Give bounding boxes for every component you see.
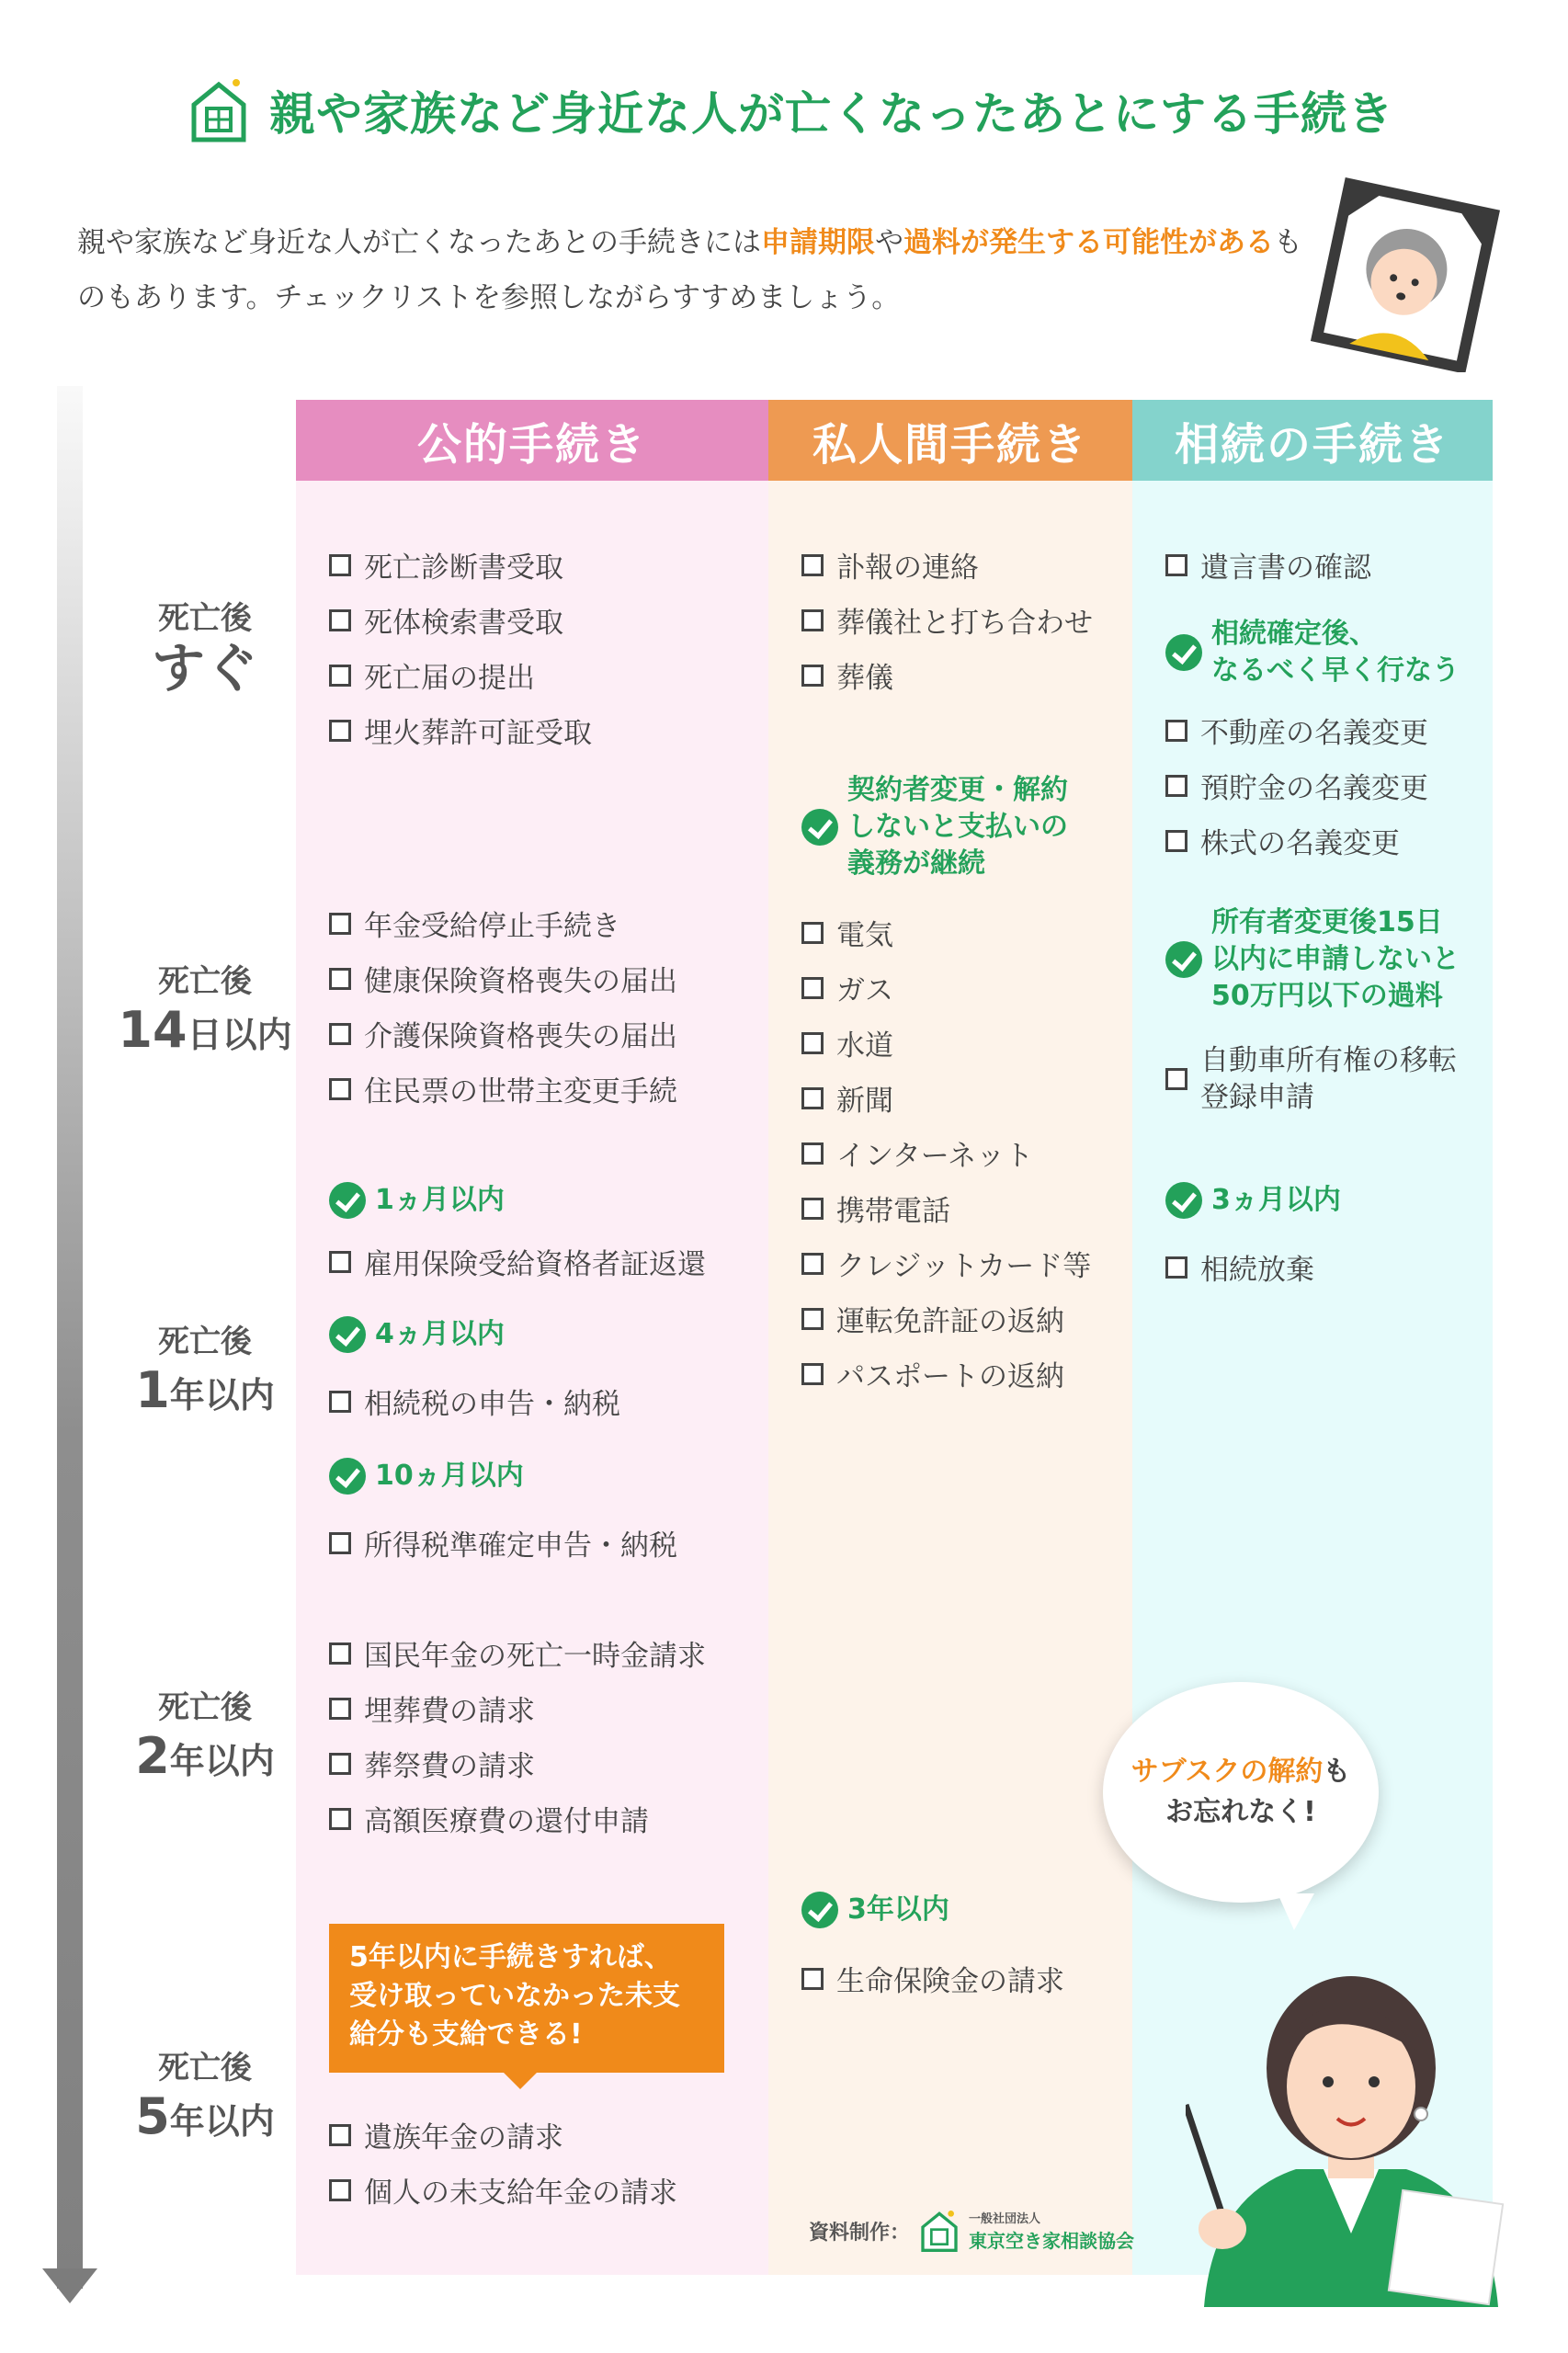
- checkbox-icon[interactable]: [801, 1142, 824, 1165]
- checkbox-icon[interactable]: [329, 913, 351, 935]
- item-label: 相続税の申告・納税: [364, 1388, 620, 1421]
- period-label: 死亡後: [158, 1324, 252, 1360]
- checkbox-icon[interactable]: [329, 1753, 351, 1775]
- period-14-days: [108, 956, 301, 1059]
- intro-highlight-fine: 過料が発生する可能性がある: [903, 226, 1274, 259]
- house-icon: [188, 77, 249, 143]
- item-label: 水道: [836, 1029, 893, 1063]
- checkbox-icon[interactable]: [801, 1363, 824, 1385]
- item-label-line: 登録申請: [1200, 1081, 1314, 1114]
- item-label: 遺言書の確認: [1200, 551, 1371, 585]
- checkbox-icon[interactable]: [329, 1698, 351, 1720]
- bubble-text-line2: お忘れなく!: [1165, 1796, 1316, 1828]
- checklist-item[interactable]: [801, 1188, 950, 1229]
- bubble-highlight: サブスクの解約: [1131, 1756, 1324, 1788]
- advisor-woman-illustration: [1186, 1921, 1517, 2307]
- period-unit: 日以内: [187, 1015, 292, 1055]
- checklist-item[interactable]: [1165, 1246, 1314, 1288]
- note-line: 50万円以下の過料: [1211, 980, 1443, 1012]
- intro-part2: や: [875, 226, 903, 259]
- checklist-item[interactable]: [801, 599, 1093, 641]
- checklist-item[interactable]: [329, 1798, 649, 1839]
- checkbox-icon[interactable]: [1165, 1068, 1187, 1090]
- period-unit: 年以内: [169, 2101, 275, 2142]
- checkbox-icon[interactable]: [1165, 775, 1187, 797]
- checkbox-icon[interactable]: [329, 1643, 351, 1665]
- checklist-item[interactable]: [801, 1132, 1033, 1174]
- item-label: 不動産の名義変更: [1200, 717, 1428, 750]
- item-label: 死亡届の提出: [364, 662, 535, 695]
- item-label: ガス: [836, 974, 893, 1007]
- intro-highlight-deadline: 申請期限: [761, 226, 875, 259]
- checklist-item[interactable]: [801, 544, 979, 585]
- five-year-callout: [329, 1924, 724, 2073]
- public-procedures-header: 公的手続き: [296, 400, 768, 481]
- checkbox-icon[interactable]: [801, 1032, 824, 1054]
- checklist-item[interactable]: [329, 544, 563, 585]
- note-text: 1ヵ月以内: [375, 1184, 505, 1216]
- note-line: 相続確定後、: [1211, 618, 1377, 650]
- checkbox-icon[interactable]: [329, 554, 351, 576]
- checkbox-icon[interactable]: [1165, 830, 1187, 852]
- checklist-item[interactable]: [801, 967, 893, 1008]
- intro-text: [77, 215, 1327, 325]
- checkbox-icon[interactable]: [801, 1308, 824, 1330]
- check-circle-icon: [1165, 1182, 1202, 1219]
- period-immediately: [108, 593, 301, 699]
- period-label: 死亡後: [158, 1689, 252, 1726]
- item-label: [1200, 1042, 1457, 1116]
- item-label: 住民票の世帯主変更手続: [364, 1075, 677, 1108]
- checklist-item[interactable]: [329, 1068, 677, 1109]
- period-5-years: [108, 2042, 301, 2145]
- checklist-item[interactable]: [1165, 1042, 1457, 1116]
- checkbox-icon[interactable]: [329, 2179, 351, 2201]
- checklist-item[interactable]: [1165, 765, 1428, 806]
- checklist-item[interactable]: [329, 599, 563, 641]
- checklist-item[interactable]: [1165, 820, 1400, 861]
- item-label: 年金受給停止手続き: [364, 910, 620, 943]
- checkbox-icon[interactable]: [329, 665, 351, 687]
- checkbox-icon[interactable]: [801, 1198, 824, 1220]
- checklist-item[interactable]: [329, 1743, 535, 1784]
- timeline-arrow: [57, 386, 83, 2289]
- checkbox-icon[interactable]: [1165, 1256, 1187, 1279]
- page-title: 親や家族など身近な人が亡くなったあとにする手続き: [269, 87, 1394, 141]
- checklist-item[interactable]: [801, 1077, 893, 1119]
- credit: [809, 2199, 1134, 2263]
- bubble-text: も: [1323, 1756, 1351, 1788]
- contract-change-note: [801, 772, 1068, 882]
- checklist-item[interactable]: [329, 710, 592, 751]
- checkbox-icon[interactable]: [801, 1087, 824, 1109]
- item-label: 遺族年金の請求: [364, 2121, 563, 2154]
- checkbox-icon[interactable]: [801, 554, 824, 576]
- note-line: 所有者変更後15日: [1211, 906, 1443, 938]
- period-unit: 年以内: [169, 1375, 275, 1415]
- item-label: 葬祭費の請求: [364, 1750, 535, 1783]
- period-1-year: [108, 1316, 301, 1419]
- checkbox-icon[interactable]: [329, 609, 351, 631]
- owner-change-note: [1165, 904, 1460, 1015]
- period-label: 死亡後: [158, 600, 252, 637]
- deadline-note-4-months: [329, 1316, 505, 1353]
- period-number: 2: [135, 1727, 170, 1785]
- checklist-item[interactable]: [801, 1353, 1064, 1394]
- checklist-item[interactable]: [1165, 710, 1428, 751]
- item-label: 運転免許証の返納: [836, 1305, 1064, 1338]
- subscription-reminder-bubble: [1103, 1682, 1379, 1903]
- checklist-item[interactable]: [329, 654, 535, 696]
- checkbox-icon[interactable]: [329, 720, 351, 742]
- item-label: 預貯金の名義変更: [1200, 772, 1428, 805]
- item-label: パスポートの返納: [836, 1360, 1064, 1393]
- checklist-item[interactable]: [329, 1522, 677, 1563]
- checklist-item[interactable]: [329, 903, 620, 944]
- association-name: [969, 2209, 1134, 2253]
- private-procedures-header: 私人間手続き: [768, 400, 1132, 481]
- item-label: 高額医療費の還付申請: [364, 1805, 649, 1838]
- intro-part1: 親や家族など身近な人が亡くなったあとの手続きには: [77, 226, 761, 259]
- note-text: [1211, 616, 1460, 689]
- item-label: 埋葬費の請求: [364, 1695, 535, 1728]
- memorial-portrait-illustration: [1305, 170, 1507, 372]
- period-label: 死亡後: [158, 2050, 252, 2086]
- checkbox-icon[interactable]: [801, 922, 824, 944]
- item-label: 生命保険金の請求: [836, 1965, 1064, 1998]
- checkbox-icon[interactable]: [801, 1968, 824, 1990]
- period-number: 1: [135, 1361, 170, 1419]
- page-title-row: [188, 64, 1394, 156]
- inheritance-procedures-header: 相続の手続き: [1132, 400, 1493, 481]
- item-label: 相続放棄: [1200, 1254, 1314, 1287]
- association-type: 一般社団法人: [969, 2212, 1041, 2226]
- checkbox-icon[interactable]: [329, 1532, 351, 1554]
- item-label: 個人の未支給年金の請求: [364, 2177, 677, 2210]
- period-label: 死亡後: [158, 963, 252, 1000]
- checkbox-icon[interactable]: [329, 2124, 351, 2146]
- item-label: 葬儀: [836, 662, 893, 695]
- callout-line: 5年以内に手続きすれば、: [349, 1941, 672, 1973]
- period-2-years: [108, 1682, 301, 1785]
- item-label: インターネット: [836, 1140, 1034, 1173]
- check-circle-icon: [329, 1458, 366, 1495]
- checklist-item[interactable]: [329, 2114, 563, 2155]
- callout-line: 受け取っていなかった未支: [349, 1980, 680, 2012]
- note-line: 義務が継続: [847, 847, 985, 880]
- item-label: クレジットカード等: [836, 1250, 1092, 1283]
- checklist-item[interactable]: [329, 1241, 706, 1282]
- deadline-note-1-month: [329, 1182, 505, 1219]
- deadline-note-3-years: [801, 1892, 949, 1928]
- checklist-item[interactable]: [329, 1632, 706, 1674]
- item-label: 葬儀社と打ち合わせ: [836, 607, 1093, 640]
- note-text: 10ヵ月以内: [375, 1460, 524, 1492]
- credit-label: 資料制作：: [809, 2221, 911, 2245]
- checkbox-icon[interactable]: [329, 1023, 351, 1045]
- period-number: 14: [118, 1001, 187, 1059]
- check-circle-icon: [1165, 941, 1202, 978]
- note-text: [1211, 904, 1460, 1015]
- checkbox-icon[interactable]: [801, 665, 824, 687]
- checklist-item[interactable]: [801, 1958, 1064, 1999]
- item-label: 携帯電話: [836, 1195, 950, 1228]
- note-line: なるべく早く行なう: [1211, 654, 1460, 687]
- checkbox-icon[interactable]: [801, 977, 824, 999]
- check-circle-icon: [801, 809, 838, 846]
- checkbox-icon[interactable]: [801, 609, 824, 631]
- checkbox-icon[interactable]: [1165, 554, 1187, 576]
- period-value: すぐ: [151, 637, 258, 699]
- period-unit: 年以内: [169, 1741, 275, 1781]
- checkbox-icon[interactable]: [329, 1391, 351, 1413]
- checklist-item[interactable]: [801, 1022, 893, 1063]
- item-label: 健康保険資格喪失の届出: [364, 965, 677, 998]
- note-line: 以内に申請しないと: [1211, 943, 1460, 975]
- item-label: 介護保険資格喪失の届出: [364, 1020, 677, 1053]
- item-label: 新聞: [836, 1085, 893, 1118]
- item-label: 埋火葬許可証受取: [364, 717, 592, 750]
- checkbox-icon[interactable]: [329, 968, 351, 990]
- checkbox-icon[interactable]: [801, 1253, 824, 1275]
- note-line: しないと支払いの: [847, 811, 1068, 843]
- note-text: 3ヵ月以内: [1211, 1184, 1341, 1216]
- checklist-item[interactable]: [801, 912, 893, 953]
- check-circle-icon: [801, 1892, 838, 1928]
- intro-part3: ものもあります。チェックリストを参照しながらすすめましょう。: [77, 226, 1302, 314]
- check-circle-icon: [329, 1182, 366, 1219]
- note-line: 契約者変更・解約: [847, 774, 1068, 806]
- note-text: 3年以内: [847, 1893, 949, 1926]
- period-number: 5: [135, 2087, 170, 2145]
- deadline-note-3-months: [1165, 1182, 1341, 1219]
- checkbox-icon[interactable]: [329, 1251, 351, 1273]
- association-logo-icon: [919, 2209, 960, 2253]
- checklist-item[interactable]: [329, 1013, 677, 1054]
- checklist-item[interactable]: [329, 2169, 677, 2211]
- deadline-note-10-months: [329, 1458, 524, 1495]
- item-label: 電気: [836, 919, 893, 952]
- checkbox-icon[interactable]: [1165, 720, 1187, 742]
- checklist-item[interactable]: [801, 1243, 1091, 1284]
- callout-line: 給分も支給できる!: [349, 2018, 583, 2051]
- checklist-item[interactable]: [329, 958, 677, 999]
- checklist-item[interactable]: [801, 1298, 1064, 1339]
- note-text: 4ヵ月以内: [375, 1318, 505, 1350]
- checkbox-icon[interactable]: [329, 1808, 351, 1830]
- inheritance-asap-note: [1165, 616, 1460, 689]
- timeline-arrow-head: [42, 2268, 97, 2303]
- item-label: 死亡診断書受取: [364, 551, 563, 585]
- association-org: 東京空き家相談協会: [969, 2230, 1135, 2252]
- item-label: 株式の名義変更: [1200, 827, 1400, 860]
- checklist-item[interactable]: [1165, 544, 1371, 585]
- checklist-item[interactable]: [329, 1381, 620, 1422]
- checkbox-icon[interactable]: [329, 1078, 351, 1100]
- item-label: 訃報の連絡: [836, 551, 979, 585]
- item-label: 国民年金の死亡一時金請求: [364, 1640, 706, 1673]
- checklist-item[interactable]: [329, 1688, 535, 1729]
- checklist-item[interactable]: [801, 654, 893, 696]
- note-text: [847, 772, 1068, 882]
- check-circle-icon: [329, 1316, 366, 1353]
- item-label-line: 自動車所有権の移転: [1200, 1044, 1457, 1077]
- item-label: 死体検索書受取: [364, 607, 563, 640]
- item-label: 雇用保険受給資格者証返還: [364, 1248, 706, 1281]
- check-circle-icon: [1165, 634, 1202, 671]
- item-label: 所得税準確定申告・納税: [364, 1529, 677, 1563]
